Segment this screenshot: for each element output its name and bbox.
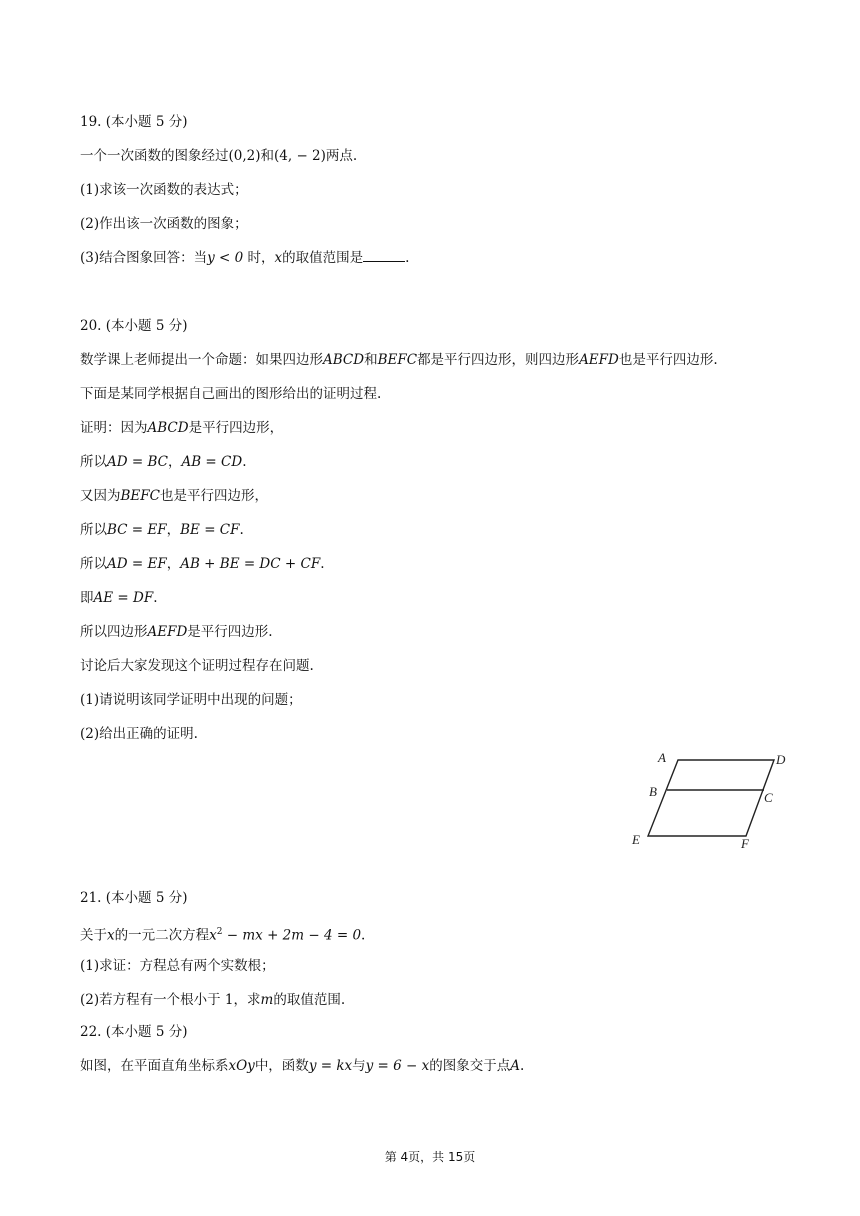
q20-line-10: 讨论后大家发现这个证明过程存在问题. [80,658,314,674]
q20-line-8: 即AE = DF. [80,590,158,606]
answer-blank [363,249,405,262]
q20-part1: (1)请说明该同学证明中出现的问题； [80,692,302,708]
q20-line-5: 又因为BEFC也是平行四边形， [80,488,268,504]
label-e: E [632,832,640,847]
label-b: B [649,784,657,799]
parallelogram-figure [628,746,798,854]
label-c: C [764,790,773,805]
quad-aefd [648,760,774,836]
q20-line-3: 证明：因为ABCD是平行四边形， [80,420,284,436]
q19-header: 19. (本小题 5 分) [80,114,188,130]
q21-header: 21. (本小题 5 分) [80,890,188,906]
label-d: D [776,752,786,767]
q20-line-9: 所以四边形AEFD是平行四边形. [80,624,273,640]
label-f: F [741,836,749,851]
q19-part3: (3)结合图象回答：当y < 0 时，x的取值范围是 . [80,250,410,266]
q19-part2: (2)作出该一次函数的图象； [80,216,248,232]
q21-part1: (1)求证：方程总有两个实数根； [80,958,275,974]
q20-line-6: 所以BC = EF，BE = CF. [80,522,244,538]
q20-line-1: 数学课上老师提出一个命题：如果四边形ABCD和BEFC都是平行四边形，则四边形AEFD也是平行四边形. [80,352,718,368]
q21-part2: (2)若方程有一个根小于 1，求m的取值范围. [80,992,346,1008]
q22-stem: 如图，在平面直角坐标系xOy中，函数y = kx与y = 6 − x的图象交于点A. [80,1058,525,1074]
q20-line-7: 所以AD = EF，AB + BE = DC + CF. [80,556,325,572]
q20-line-2: 下面是某同学根据自己画出的图形给出的证明过程. [80,386,382,402]
q19-part1: (1)求该一次函数的表达式； [80,182,248,198]
q19-stem: 一个一次函数的图象经过(0,2)和(4, − 2)两点. [80,148,358,164]
page-footer: 第 4页，共 15页 [384,1150,476,1164]
q20-line-4: 所以AD = BC，AB = CD. [80,454,247,470]
q22-header: 22. (本小题 5 分) [80,1024,188,1040]
label-a: A [658,750,666,765]
q21-stem: 关于x的一元二次方程$x^2$ − mx + 2m − 4 = 0. [80,927,366,944]
q20-header: 20. (本小题 5 分) [80,318,188,334]
q20-part2: (2)给出正确的证明. [80,726,198,742]
